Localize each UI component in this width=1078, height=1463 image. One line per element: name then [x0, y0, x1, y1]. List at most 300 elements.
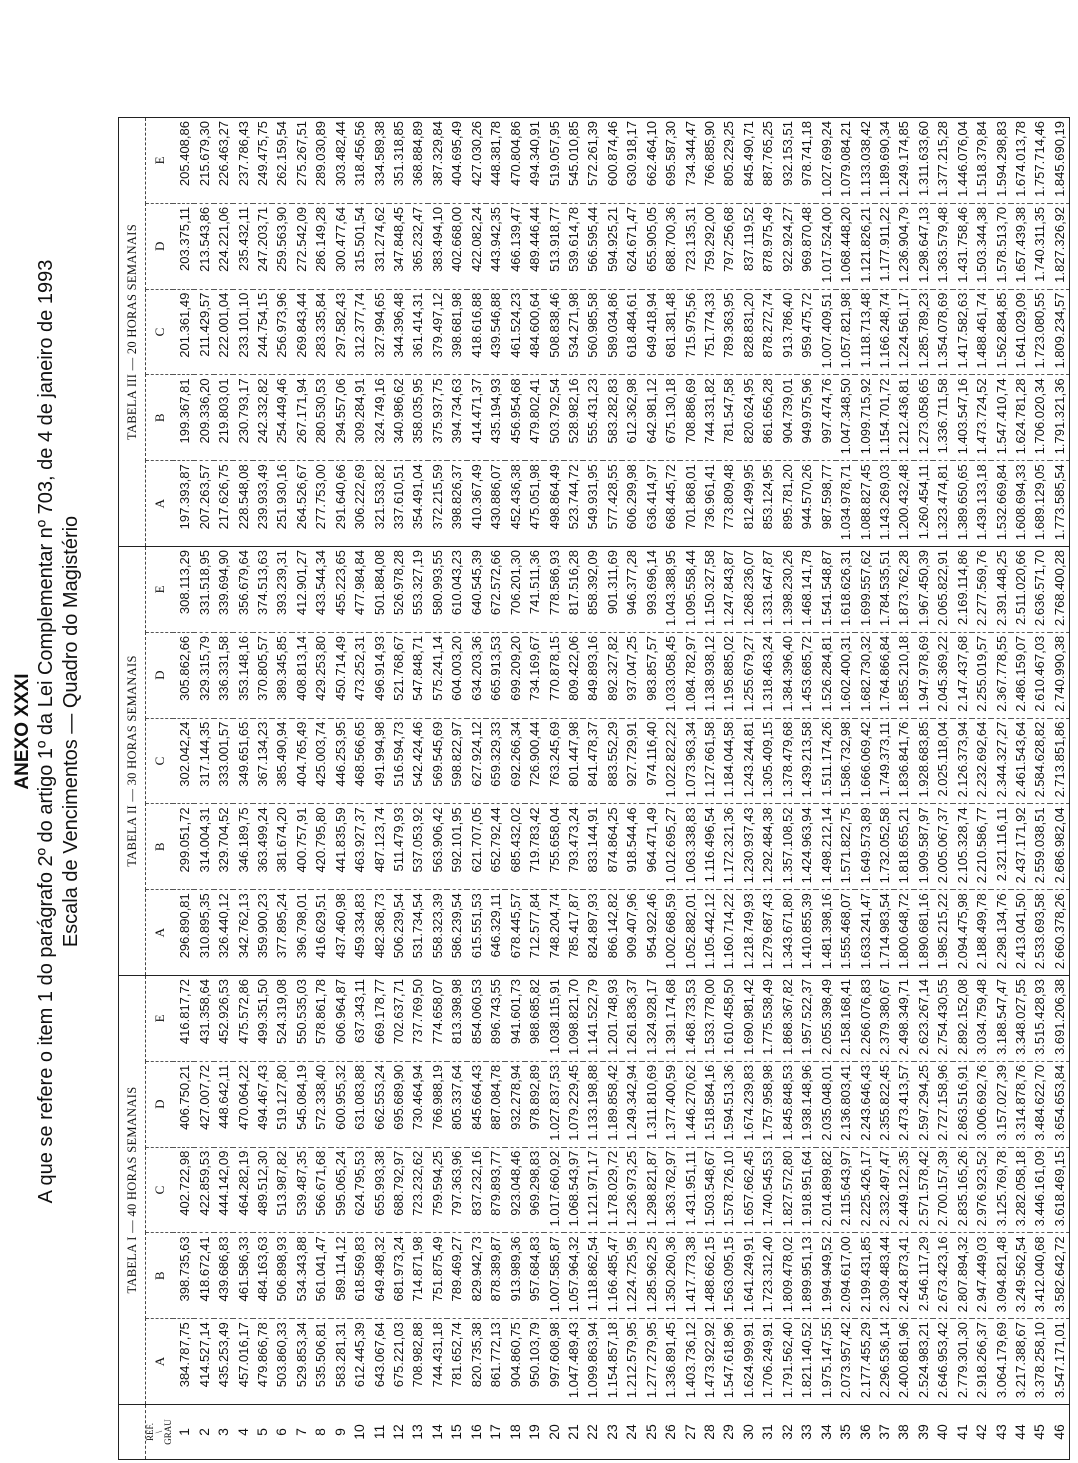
ref-grau-cell: 8: [312, 1428, 329, 1436]
salary-cell: 2.232.692,64: [972, 718, 991, 804]
salary-cell: 2.094.617,00: [836, 1233, 855, 1319]
salary-cell: 1.541.548,87: [816, 547, 835, 633]
table-row: [758, 118, 777, 1460]
salary-cell: 1.809.234,57: [1050, 289, 1070, 375]
salary-cell: 2.546.117,29: [914, 1233, 933, 1319]
salary-cell: 489.446,44: [525, 203, 544, 289]
salary-cell: 387.329,84: [428, 118, 447, 204]
salary-cell: 1.488.662,15: [700, 1233, 719, 1319]
salary-cell: 678.445,57: [505, 890, 524, 976]
salary-cell: 1.526.284,81: [816, 632, 835, 718]
salary-cell: 435.194,93: [486, 375, 505, 461]
salary-cell: 1.610.458,50: [719, 976, 738, 1062]
salary-cell: 1.017.524,00: [816, 203, 835, 289]
salary-cell: 2.700.157,39: [933, 1147, 952, 1233]
salary-cell: 646.329,11: [486, 890, 505, 976]
salary-cell: 1.143.269,03: [875, 461, 894, 547]
salary-cell: 303.482,44: [331, 118, 350, 204]
salary-cell: 1.154.701,72: [875, 375, 894, 461]
salary-cell: 1.602.400,31: [836, 632, 855, 718]
salary-cell: 1.706.020,34: [1030, 375, 1049, 461]
salary-cell: 2.344.327,27: [991, 718, 1010, 804]
salary-cell: 468.566,65: [350, 718, 369, 804]
salary-cell: 430.886,07: [486, 461, 505, 547]
salary-cell: 2.686.982,04: [1050, 804, 1070, 890]
ref-grau-cell: 2: [195, 1428, 212, 1436]
salary-cell: 695.587,30: [661, 118, 680, 204]
salary-cell: 723.135,31: [680, 203, 699, 289]
salary-cell: 1.336.891,45: [661, 1319, 680, 1405]
salary-cell: 1.749.373,11: [875, 718, 894, 804]
salary-cell: 300.477,64: [331, 203, 350, 289]
salary-cell: 1.311.633,60: [914, 118, 933, 204]
salary-cell: 1.285.962,25: [642, 1233, 661, 1319]
ref-grau-cell: 29: [720, 1424, 737, 1440]
salary-cell: 2.584.628,82: [1030, 718, 1049, 804]
salary-cell: 1.201.748,93: [603, 976, 622, 1062]
salary-cell: 1.200.432,48: [894, 461, 913, 547]
salary-cell: 1.002.668,59: [661, 890, 680, 976]
salary-cell: 1.255.679,27: [739, 632, 758, 718]
salary-cell: 2.045.369,22: [933, 632, 952, 718]
salary-cell: 669.178,77: [369, 976, 388, 1062]
salary-cell: 841.478,37: [583, 718, 602, 804]
salary-cell: 553.327,19: [408, 547, 427, 633]
ref-grau-cell: 21: [564, 1424, 581, 1440]
salary-cell: 3.006.692,76: [972, 1061, 991, 1147]
salary-cell: 1.224.725,95: [622, 1233, 641, 1319]
salary-cell: 594.925,21: [603, 203, 622, 289]
salary-cell: 2.673.423,16: [933, 1233, 952, 1319]
salary-cell: 736.961,41: [700, 461, 719, 547]
salary-cell: 801.447,98: [564, 718, 583, 804]
salary-cell: 349.651,65: [233, 718, 252, 804]
column-header-a: A: [146, 461, 174, 547]
ref-grau-cell: 17: [487, 1424, 504, 1440]
salary-cell: 1.357.108,52: [778, 804, 797, 890]
salary-cell: 1.105.442,12: [700, 890, 719, 976]
salary-cell: 3.515.428,93: [1030, 976, 1049, 1062]
salary-cell: 539.614,78: [564, 203, 583, 289]
salary-cell: 550.535,03: [292, 976, 311, 1062]
salary-cell: 726.900,44: [525, 718, 544, 804]
salary-cell: 439.546,88: [486, 289, 505, 375]
salary-cell: 655.993,38: [369, 1147, 388, 1233]
salary-cell: 734.169,67: [525, 632, 544, 718]
table-row: [173, 118, 194, 1460]
table-row: [700, 118, 719, 1460]
salary-cell: 402.722,98: [173, 1147, 194, 1233]
salary-cell: 1.967.450,39: [914, 547, 933, 633]
salary-cell: 3.157.027,39: [991, 1061, 1010, 1147]
salary-cell: 913.786,40: [778, 289, 797, 375]
salary-cell: 404.695,49: [447, 118, 466, 204]
salary-cell: 199.367,81: [173, 375, 194, 461]
salary-cell: 402.668,00: [447, 203, 466, 289]
salary-cell: 2.892.152,08: [953, 976, 972, 1062]
salary-cell: 354.491,04: [408, 461, 427, 547]
salary-cell: 1.571.822,75: [836, 804, 855, 890]
salary-cell: 496.914,93: [369, 632, 388, 718]
salary-cell: 1.166.248,74: [875, 289, 894, 375]
salary-cell: 412.901,27: [292, 547, 311, 633]
salary-cell: 2.136.803,41: [836, 1061, 855, 1147]
salary-cell: 291.640,66: [331, 461, 350, 547]
table-row: [389, 118, 408, 1460]
salary-cell: 1.845.848,53: [778, 1061, 797, 1147]
salary-cell: 452.436,38: [505, 461, 524, 547]
salary-cell: 624.671,47: [622, 203, 641, 289]
salary-cell: 315.501,54: [350, 203, 369, 289]
salary-cell: 2.713.851,86: [1050, 718, 1070, 804]
salary-cell: 621.707,05: [467, 804, 486, 890]
salary-cell: 892.327,82: [603, 632, 622, 718]
salary-cell: 778.586,93: [544, 547, 563, 633]
salary-cell: 845.664,43: [467, 1061, 486, 1147]
salary-cell: 1.079.229,45: [564, 1061, 583, 1147]
salary-cell: 655.905,05: [642, 203, 661, 289]
salary-cell: 659.329,33: [486, 718, 505, 804]
salary-cell: 1.057.821,98: [836, 289, 855, 375]
salary-cell: 1.723.312,40: [758, 1233, 777, 1319]
salary-cell: 1.657.662,45: [739, 1147, 758, 1233]
salary-cell: 1.873.762,28: [894, 547, 913, 633]
salary-cell: 1.052.882,01: [680, 890, 699, 976]
salary-cell: 302.042,24: [173, 718, 194, 804]
salary-cell: 583.282,83: [603, 375, 622, 461]
ref-grau-cell: 36: [856, 1424, 873, 1440]
salary-cell: 479.802,41: [525, 375, 544, 461]
salary-cell: 1.699.557,62: [855, 547, 874, 633]
salary-cell: 439.686,83: [214, 1233, 233, 1319]
salary-cell: 334.589,38: [369, 118, 388, 204]
salary-cell: 744.331,82: [700, 375, 719, 461]
ref-grau-cell: 14: [428, 1424, 445, 1440]
salary-cell: 247.203,71: [253, 203, 272, 289]
salary-cell: 272.542,09: [292, 203, 311, 289]
salary-cell: 1.618.626,31: [836, 547, 855, 633]
salary-cell: 461.586,33: [233, 1233, 252, 1319]
salary-cell: 239.933,49: [253, 461, 272, 547]
salary-cell: 572.338,40: [311, 1061, 330, 1147]
salary-cell: 988.685,82: [525, 976, 544, 1062]
salary-cell: 314.004,31: [194, 804, 213, 890]
ref-grau-cell: 35: [837, 1424, 854, 1440]
salary-cell: 475.051,98: [525, 461, 544, 547]
salary-cell: 692.266,34: [505, 718, 524, 804]
salary-cell: 2.486.159,07: [1011, 632, 1030, 718]
salary-cell: 215.679,30: [194, 118, 213, 204]
salary-cell: 393.239,31: [272, 547, 291, 633]
salary-cell: 422.082,24: [467, 203, 486, 289]
ref-grau-cell: 46: [1050, 1424, 1067, 1440]
salary-cell: 1.403.547,16: [953, 375, 972, 461]
salary-cell: 217.626,75: [214, 461, 233, 547]
salary-cell: 2.105.328,74: [953, 804, 972, 890]
salary-cell: 861.772,13: [486, 1319, 505, 1405]
salary-cell: 528.982,16: [564, 375, 583, 461]
column-header-c: C: [146, 718, 174, 804]
salary-cell: 866.142,82: [603, 890, 622, 976]
salary-cell: 2.210.586,77: [972, 804, 991, 890]
salary-cell: 1.331.647,87: [758, 547, 777, 633]
table-row: [564, 118, 583, 1460]
salary-cell: 542.424,46: [408, 718, 427, 804]
salary-cell: 305.862,66: [173, 632, 194, 718]
salary-cell: 1.791.562,40: [778, 1319, 797, 1405]
salary-cell: 1.827.572,80: [778, 1147, 797, 1233]
salary-cell: 1.318.463,24: [758, 632, 777, 718]
salary-cell: 1.212.436,81: [894, 375, 913, 461]
salary-cell: 583.281,31: [331, 1319, 350, 1405]
salary-cell: 1.063.338,83: [680, 804, 699, 890]
salary-cell: 1.827.326,92: [1050, 203, 1070, 289]
salary-cell: 1.439.213,58: [797, 718, 816, 804]
salary-cell: 499.351,50: [253, 976, 272, 1062]
salary-cell: 1.116.496,54: [700, 804, 719, 890]
table-row: [972, 118, 991, 1460]
ref-grau-cell: 26: [662, 1424, 679, 1440]
salary-cell: 569.545,69: [428, 718, 447, 804]
salary-cell: 1.022.822,22: [661, 718, 680, 804]
table-row: [603, 118, 622, 1460]
salary-cell: 1.431.758,46: [953, 203, 972, 289]
salary-cell: 251.930,16: [272, 461, 291, 547]
salary-cell: 1.133.198,88: [583, 1061, 602, 1147]
salary-cell: 1.138.938,12: [700, 632, 719, 718]
table-row: [719, 118, 738, 1460]
salary-cell: 759.594,25: [428, 1147, 447, 1233]
salary-cell: 435.253,49: [214, 1319, 233, 1405]
salary-cell: 1.285.789,23: [914, 289, 933, 375]
annex-subtitle: A que se refere o item 1 do parágrafo 2º do artigo 1º da Lei Complementar nº 703, de 4 de janeiro de 1993: [35, 259, 57, 1204]
salary-cell: 414.471,37: [467, 375, 486, 461]
table-row: [583, 118, 602, 1460]
salary-cell: 1.118.713,48: [855, 289, 874, 375]
salary-cell: 1.481.398,16: [816, 890, 835, 976]
salary-cell: 1.947.978,69: [914, 632, 933, 718]
salary-cell: 1.363.579,48: [933, 203, 952, 289]
salary-cell: 306.222,69: [350, 461, 369, 547]
salary-cell: 665.913,53: [486, 632, 505, 718]
ref-grau-cell: 16: [467, 1424, 484, 1440]
salary-cell: 3.378.258,10: [1030, 1319, 1049, 1405]
ref-grau-cell: 15: [448, 1424, 465, 1440]
salary-cell: 416.629,51: [311, 890, 330, 976]
salary-cell: 452.926,53: [214, 976, 233, 1062]
table-row: [525, 118, 544, 1460]
salary-cell: 1.141.522,79: [583, 976, 602, 1062]
salary-cell: 1.562.884,85: [991, 289, 1010, 375]
salary-cell: 1.555.468,07: [836, 890, 855, 976]
salary-cell: 2.169.114,86: [953, 547, 972, 633]
salary-cell: 824.897,93: [583, 890, 602, 976]
salary-cell: 586.239,54: [447, 890, 466, 976]
table-row: [233, 118, 252, 1460]
salary-cell: 2.115.643,97: [836, 1147, 855, 1233]
salary-cell: 751.875,49: [428, 1233, 447, 1319]
salary-cell: 1.641.029,09: [1011, 289, 1030, 375]
salary-cell: 1.017.660,92: [544, 1147, 563, 1233]
salary-cell: 555.431,23: [583, 375, 602, 461]
salary-cell: 878.975,49: [758, 203, 777, 289]
salary-cell: 529.853,34: [292, 1319, 311, 1405]
salary-cell: 1.498.212,14: [816, 804, 835, 890]
salary-cell: 829.942,73: [467, 1233, 486, 1319]
salary-cell: 561.041,47: [311, 1233, 330, 1319]
salary-cell: 785.417,87: [564, 890, 583, 976]
salary-cell: 249.475,75: [253, 118, 272, 204]
salary-cell: 2.035.048,01: [816, 1061, 835, 1147]
salary-cell: 537.053,92: [408, 804, 427, 890]
table-row: [778, 118, 797, 1460]
salary-cell: 1.127.661,58: [700, 718, 719, 804]
salary-cell: 383.494,10: [428, 203, 447, 289]
salary-cell: 363.499,24: [253, 804, 272, 890]
salary-cell: 256.973,96: [272, 289, 291, 375]
column-header-c: C: [146, 289, 174, 375]
salary-cell: 503.792,54: [544, 375, 563, 461]
salary-cell: 1.038.115,91: [544, 976, 563, 1062]
salary-cell: 896.743,55: [486, 976, 505, 1062]
salary-cell: 1.594.298,83: [991, 118, 1010, 204]
salary-cell: 347.848,45: [389, 203, 408, 289]
salary-cell: 1.740.311,35: [1030, 203, 1049, 289]
table-row: [797, 118, 816, 1460]
salary-cell: 2.863.516,91: [953, 1061, 972, 1147]
salary-cell: 681.973,24: [389, 1233, 408, 1319]
salary-cell: 456.954,68: [505, 375, 524, 461]
salary-cell: 379.497,12: [428, 289, 447, 375]
salary-cell: 2.623.267,14: [914, 976, 933, 1062]
salary-cell: 618.484,61: [622, 289, 641, 375]
salary-cell: 797.363,96: [447, 1147, 466, 1233]
salary-cell: 923.048,46: [505, 1147, 524, 1233]
ref-grau-header: [146, 1405, 174, 1460]
salary-cell: 3.446.161,09: [1030, 1147, 1049, 1233]
salary-cell: 2.199.431,85: [855, 1233, 874, 1319]
salary-cell: 964.471,49: [642, 804, 661, 890]
salary-cell: 3.348.027,55: [1011, 976, 1030, 1062]
column-letter-row: [146, 118, 174, 1460]
salary-cell: 1.586.732,98: [836, 718, 855, 804]
salary-cell: 708.886,69: [680, 375, 699, 461]
salary-cell: 2.321.116,11: [991, 804, 1010, 890]
salary-cell: 534.271,98: [564, 289, 583, 375]
salary-cell: 874.864,25: [603, 804, 622, 890]
salary-cell: 336.331,58: [214, 632, 233, 718]
salary-cell: 437.460,98: [331, 890, 350, 976]
salary-cell: 374.513,63: [253, 547, 272, 633]
salary-cell: 329.315,79: [194, 632, 213, 718]
column-header-d: D: [146, 203, 174, 289]
salary-cell: 361.414,31: [408, 289, 427, 375]
salary-cell: 2.768.400,28: [1050, 547, 1070, 633]
salary-cell: 1.666.069,42: [855, 718, 874, 804]
salary-cell: 1.836.841,76: [894, 718, 913, 804]
salary-cell: 264.526,67: [292, 461, 311, 547]
table-group-header-row: [119, 118, 146, 1460]
salary-cell: 339.694,90: [214, 547, 233, 633]
salary-cell: 501.884,08: [369, 547, 388, 633]
salary-cell: 1.260.454,11: [914, 461, 933, 547]
salary-cell: 1.918.951,64: [797, 1147, 816, 1233]
salary-cell: 1.473.724,52: [972, 375, 991, 461]
salary-cell: 2.976.923,52: [972, 1147, 991, 1233]
salary-cell: 429.253,80: [311, 632, 330, 718]
salary-cell: 482.368,73: [369, 890, 388, 976]
salary-cell: 3.217.388,67: [1011, 1319, 1030, 1405]
salary-cell: 2.947.449,03: [972, 1233, 991, 1319]
salary-cell: 600.874,46: [603, 118, 622, 204]
ref-grau-cell: 30: [739, 1424, 756, 1440]
salary-cell: 1.518.584,16: [700, 1061, 719, 1147]
ref-grau-cell: 3: [215, 1428, 232, 1436]
salary-cell: 1.657.439,38: [1011, 203, 1030, 289]
salary-cell: 974.116,40: [642, 718, 661, 804]
ref-grau-cell: 31: [759, 1424, 776, 1440]
ref-separator: \: [154, 1430, 164, 1434]
table-row: [544, 118, 563, 1460]
ref-grau-cell: 12: [390, 1424, 407, 1440]
salary-cell: 394.734,63: [447, 375, 466, 461]
salary-cell: 1.624.999,91: [739, 1319, 758, 1405]
salary-cell: 508.838,46: [544, 289, 563, 375]
salary-cell: 949.975,96: [797, 375, 816, 461]
ref-grau-cell: 33: [798, 1424, 815, 1440]
salary-cell: 759.292,00: [700, 203, 719, 289]
salary-cell: 2.413.041,50: [1011, 890, 1030, 976]
salary-cell: 1.690.981,42: [739, 976, 758, 1062]
salary-cell: 1.957.522,37: [797, 976, 816, 1062]
salary-cell: 1.608.694,33: [1011, 461, 1030, 547]
ref-grau-cell: 24: [623, 1424, 640, 1440]
salary-cell: 1.468.733,53: [680, 976, 699, 1062]
salary-cell: 1.298.647,13: [914, 203, 933, 289]
salary-cell: 219.803,01: [214, 375, 233, 461]
salary-cell: 2.727.158,96: [933, 1061, 952, 1147]
table-row: [447, 118, 466, 1460]
ref-grau-cell: 10: [351, 1424, 368, 1440]
salary-cell: 600.955,32: [331, 1061, 350, 1147]
salary-cell: 1.518.379,84: [972, 118, 991, 204]
ref-grau-cell: 20: [545, 1424, 562, 1440]
table-row: [272, 118, 291, 1460]
salary-cell: 3.188.547,47: [991, 976, 1010, 1062]
salary-cell: 1.027.837,53: [544, 1061, 563, 1147]
salary-cell: 817.516,28: [564, 547, 583, 633]
salary-cell: 203.375,11: [173, 203, 194, 289]
table-row: [875, 118, 894, 1460]
salary-cell: 1.363.762,97: [661, 1147, 680, 1233]
salary-cell: 566.671,68: [311, 1147, 330, 1233]
salary-cell: 418.672,41: [194, 1233, 213, 1319]
salary-cell: 297.582,43: [331, 289, 350, 375]
salary-cell: 427.030,26: [467, 118, 486, 204]
table-row: [369, 118, 388, 1460]
salary-cell: 329.704,52: [214, 804, 233, 890]
salary-cell: 957.684,83: [525, 1233, 544, 1319]
salary-cell: 879.893,77: [486, 1147, 505, 1233]
salary-cell: 487.123,74: [369, 804, 388, 890]
salary-cell: 1.689.129,05: [1030, 461, 1049, 547]
salary-cell: 828.831,20: [739, 289, 758, 375]
salary-cell: 904.860,75: [505, 1319, 524, 1405]
salary-cell: 1.674.239,83: [739, 1061, 758, 1147]
salary-cell: 1.468.141,78: [797, 547, 816, 633]
table-row: [428, 118, 447, 1460]
ref-grau-cell: 19: [526, 1424, 543, 1440]
